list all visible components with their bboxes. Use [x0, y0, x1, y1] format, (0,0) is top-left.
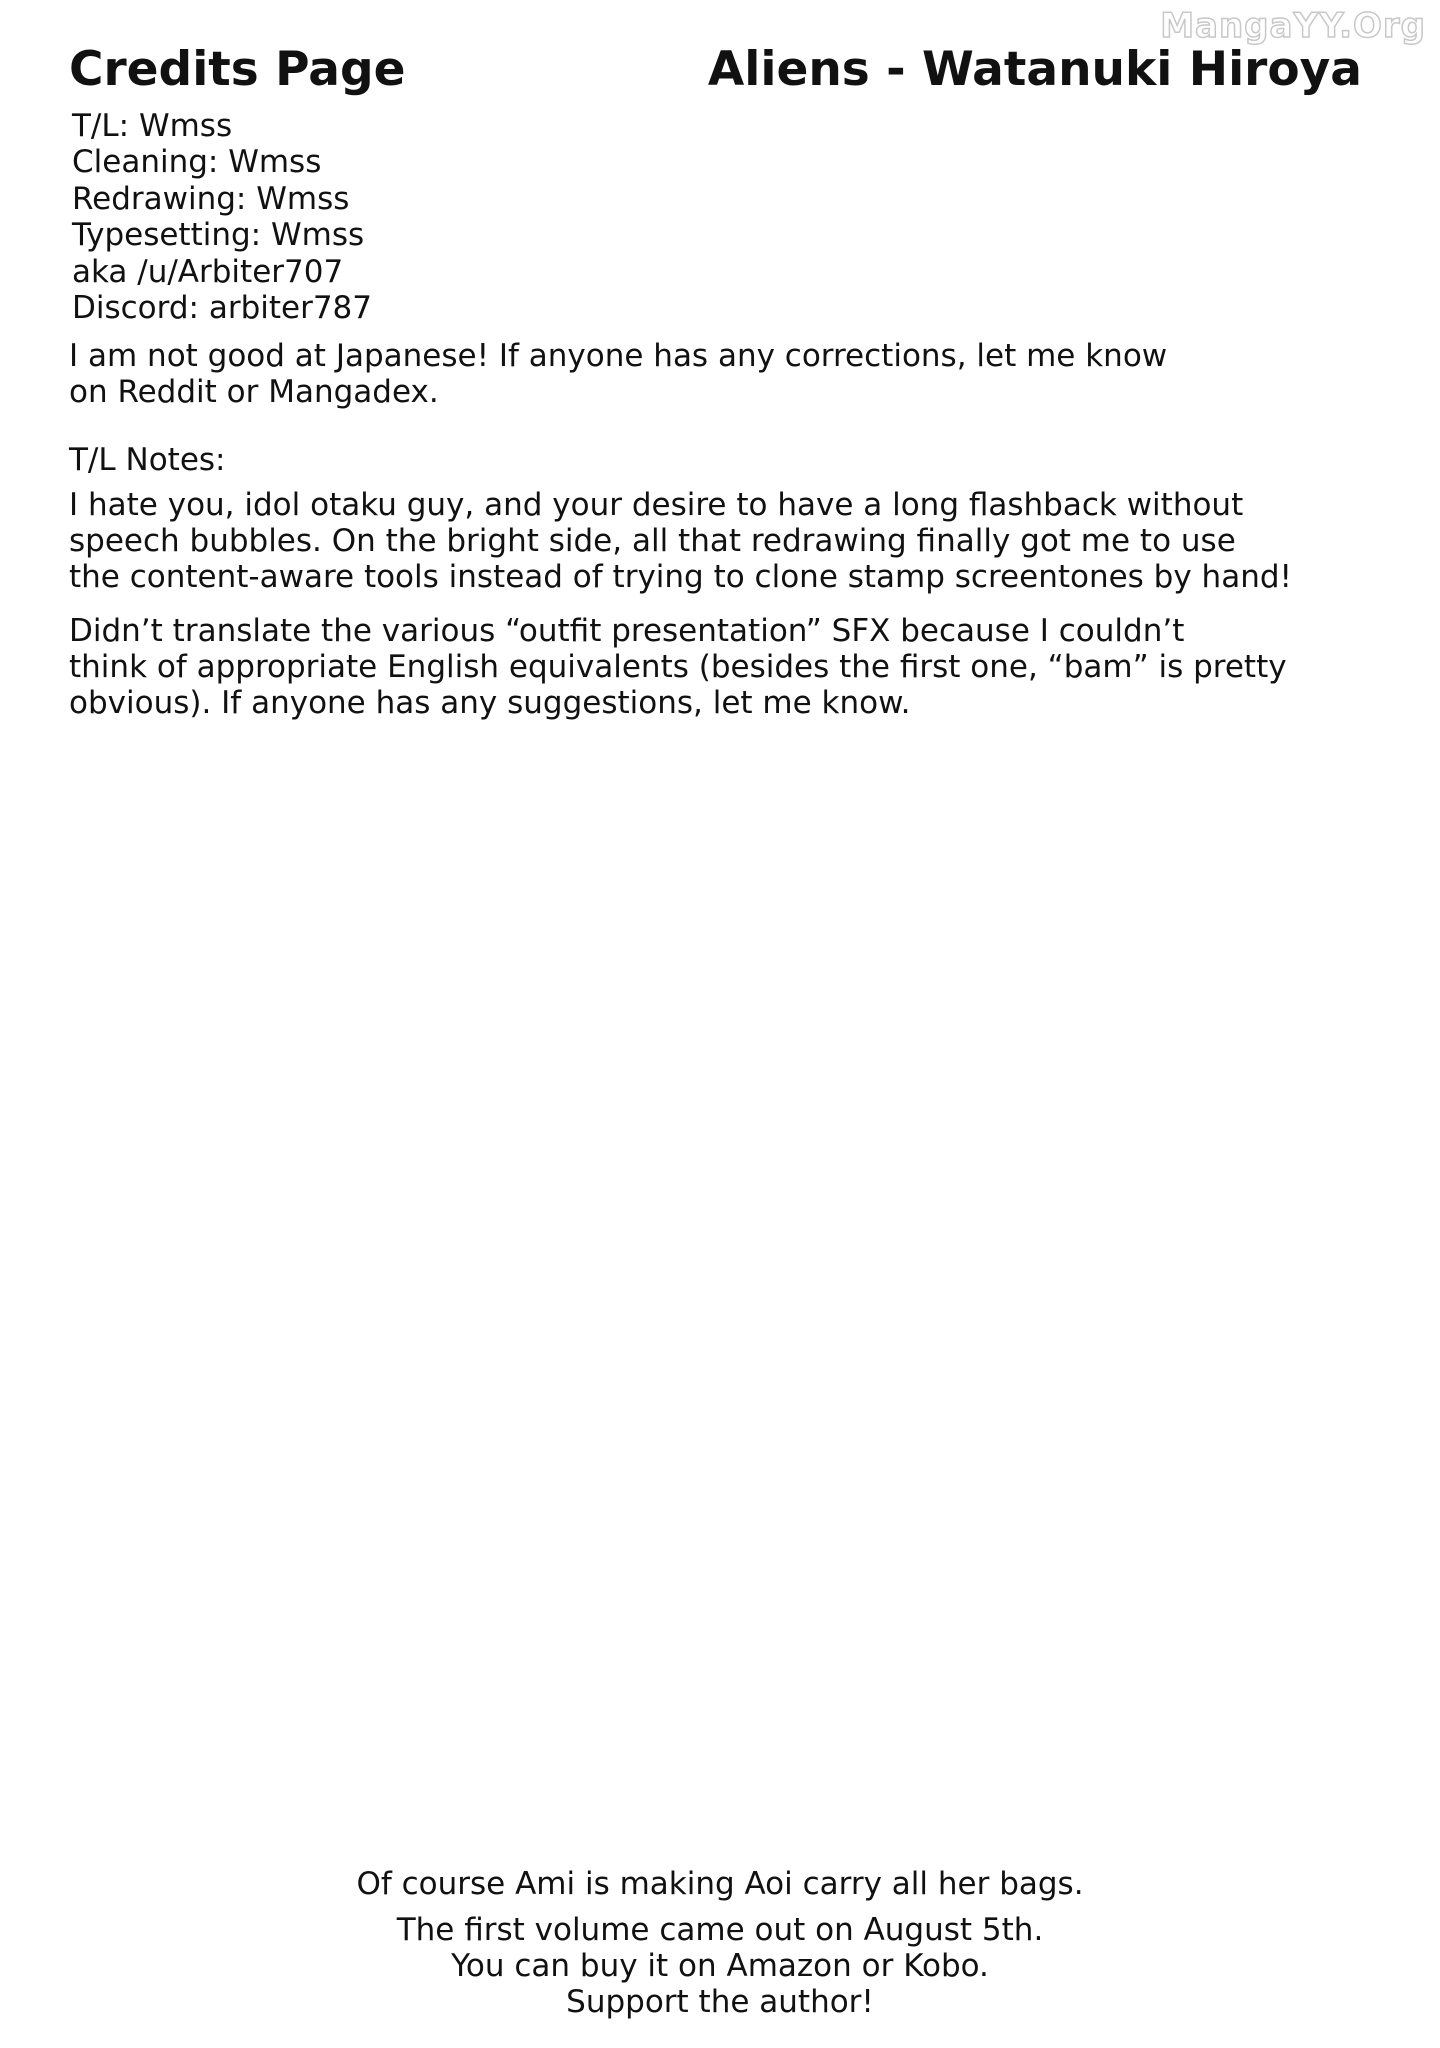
credit-cleaning: Cleaning: Wmss	[72, 144, 322, 181]
tl-notes-heading: T/L Notes:	[69, 442, 226, 478]
footer-line-release: The first volume came out on August 5th.	[396, 1912, 1044, 1948]
credit-alias: aka /u/Arbiter707	[72, 253, 344, 290]
credit-redrawing: Redrawing: Wmss	[72, 180, 350, 217]
footer-message	[0, 1866, 1440, 2020]
footer-line-purchase: You can buy it on Amazon or Kobo.	[451, 1948, 989, 1984]
site-watermark: MangaYY.Org	[1160, 6, 1426, 46]
translation-disclaimer: I am not good at Japanese! If anyone has any corrections, let me know on Reddit or Mangadex.	[69, 338, 1168, 410]
footer-caption: Of course Ami is making Aoi carry all her bags.	[356, 1866, 1084, 1902]
credits-list	[72, 108, 372, 326]
credit-discord: Discord: arbiter787	[72, 290, 372, 327]
tl-note-paragraph: I hate you, idol otaku guy, and your desire to have a long flashback without speech bubbles. On the bright side, all that redrawing finally got me to use the content-aware tools instead of trying to clone stamp screentones by hand!	[69, 487, 1292, 595]
series-title: Aliens - Watanuki Hiroya	[707, 42, 1362, 97]
credit-typesetting: Typesetting: Wmss	[72, 217, 365, 254]
credits-page-title: Credits Page	[69, 42, 406, 97]
footer-line-support: Support the author!	[566, 1984, 874, 2020]
tl-note-paragraph: Didn’t translate the various “outfit presentation” SFX because I couldn’t think of appropriate English equivalents (besides the first one, “bam” is pretty obvious). If anyone has any suggestions, let me know.	[69, 613, 1287, 721]
credit-translation: T/L: Wmss	[72, 108, 233, 144]
